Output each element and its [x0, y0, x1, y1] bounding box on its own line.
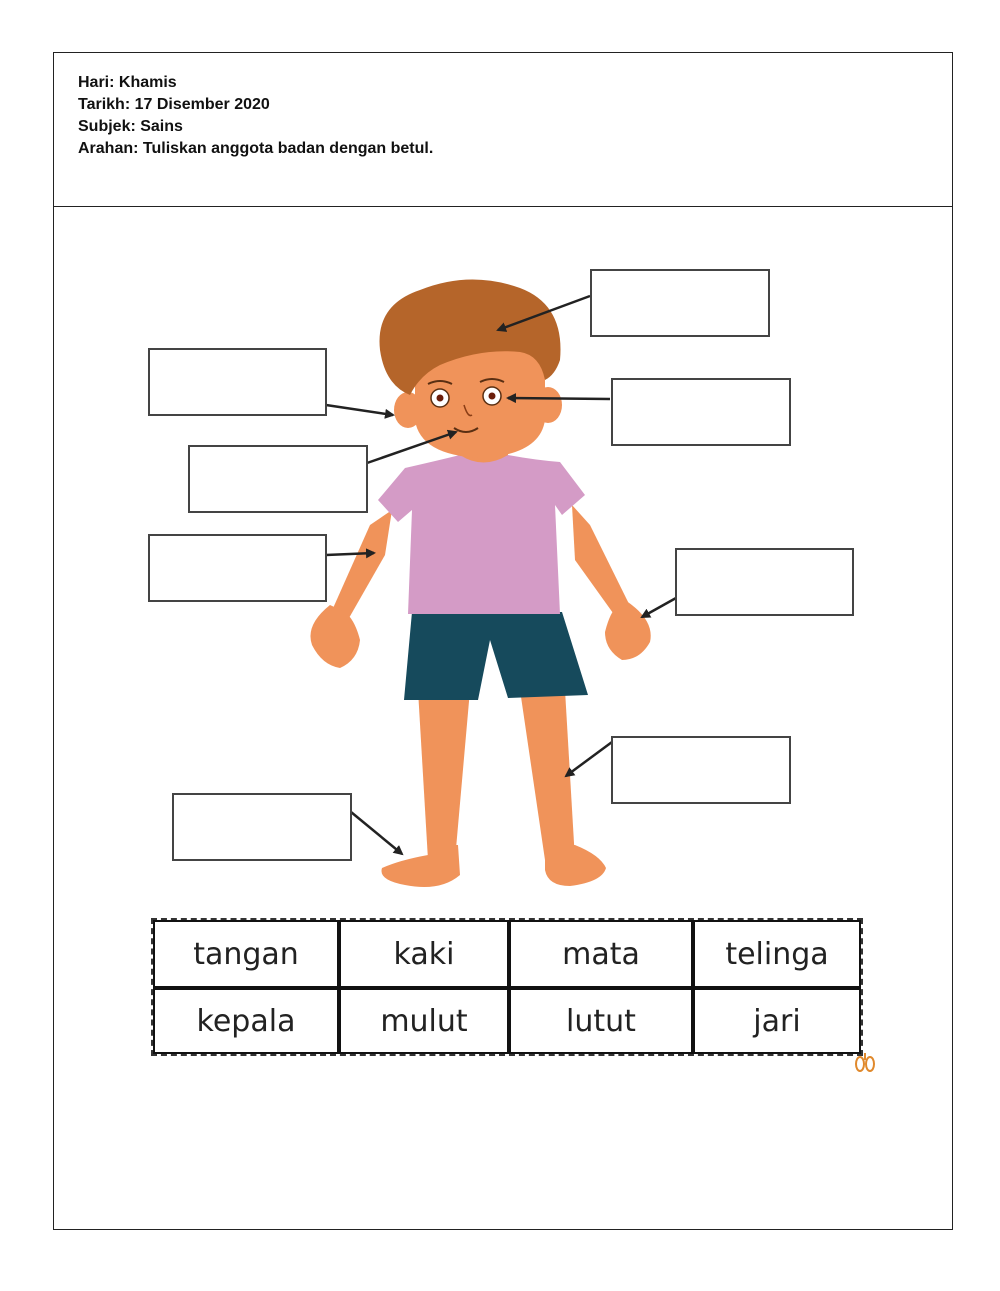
head: [380, 279, 563, 458]
word-cell[interactable]: telinga: [693, 920, 861, 988]
word-cell[interactable]: jari: [693, 988, 861, 1054]
instruction-line: Arahan: Tuliskan anggota badan dengan betul.: [78, 140, 434, 157]
word-bank: [151, 918, 863, 1056]
shirt: [378, 455, 585, 614]
word-cell[interactable]: lutut: [509, 988, 693, 1054]
answer-box-mouth[interactable]: [188, 445, 368, 513]
day-line: Hari: Khamis: [78, 74, 177, 91]
date-line: Tarikh: 17 Disember 2020: [78, 96, 270, 113]
scissors-icon: [853, 1052, 879, 1074]
legs: [381, 690, 606, 887]
answer-box-knee[interactable]: [611, 736, 791, 804]
shorts: [404, 612, 588, 700]
answer-box-finger[interactable]: [675, 548, 854, 616]
word-cell[interactable]: tangan: [153, 920, 339, 988]
word-cell[interactable]: kaki: [339, 920, 509, 988]
word-cell[interactable]: mata: [509, 920, 693, 988]
subject-line: Subjek: Sains: [78, 118, 183, 135]
answer-box-head[interactable]: [590, 269, 770, 337]
answer-box-eye[interactable]: [611, 378, 791, 446]
answer-box-arm[interactable]: [148, 534, 327, 602]
answer-box-foot[interactable]: [172, 793, 352, 861]
word-cell[interactable]: kepala: [153, 988, 339, 1054]
answer-box-ear[interactable]: [148, 348, 327, 416]
word-cell[interactable]: mulut: [339, 988, 509, 1054]
